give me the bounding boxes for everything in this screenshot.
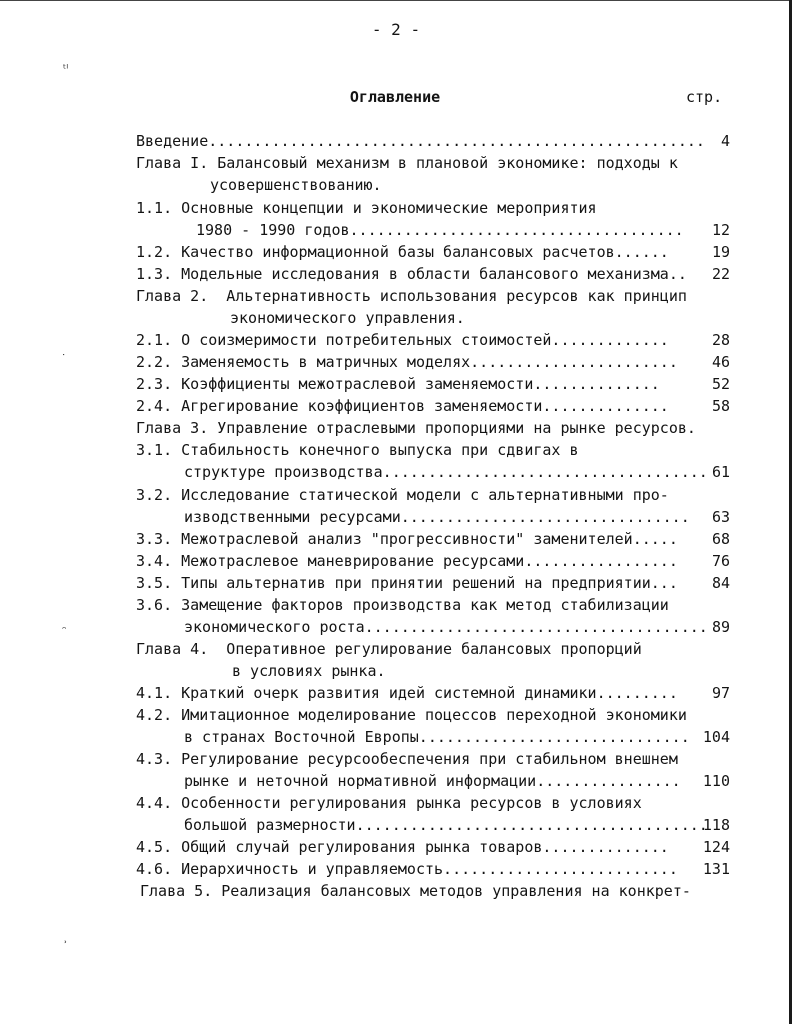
toc-entry-page: 28 — [711, 331, 730, 349]
toc-entry-text: Глава 5. Реализация балансовых методов управления на конкрет- — [140, 882, 691, 900]
toc-entry-text: 3.4. Межотраслевое маневрирование ресурсами................. — [136, 552, 678, 570]
toc-entry-text: 1.3. Модельные исследования в области балансового механизма.. — [136, 265, 687, 283]
toc-entry — [0, 836, 792, 858]
toc-entry-text: в условиях рынка. — [232, 662, 386, 680]
scan-speck-mark: ˒ — [64, 936, 68, 949]
toc-entry-text: экономического управления. — [230, 309, 465, 327]
toc-entry — [0, 770, 792, 792]
toc-entry — [0, 748, 792, 770]
toc-entry — [0, 351, 792, 373]
toc-entry — [0, 461, 792, 483]
toc-entry — [0, 660, 792, 682]
toc-entry-text: 3.5. Типы альтернатив при принятии решений на предприятии... — [136, 574, 678, 592]
toc-entry — [0, 704, 792, 726]
toc-entry-text: изводственными ресурсами................................ — [184, 508, 690, 526]
toc-entry-text: 3.1. Стабильность конечного выпуска при сдвигах в — [136, 441, 579, 459]
toc-entry-page: 4 — [720, 132, 730, 150]
toc-entry-page: 76 — [711, 552, 730, 570]
toc-entry-text: 3.2. Исследование статической модели с альтернативными про- — [136, 486, 669, 504]
toc-entry-text: 2.2. Заменяемость в матричных моделях....................... — [136, 353, 678, 371]
toc-entry-text: 4.2. Имитационное моделирование поцессов переходной экономики — [136, 706, 687, 724]
toc-entry-text: 2.1. О соизмеримости потребительных стоимостей............. — [136, 331, 669, 349]
toc-entry — [0, 858, 792, 880]
toc-entry — [0, 417, 792, 439]
toc-entry-page: 89 — [711, 618, 730, 636]
toc-entry — [0, 219, 792, 241]
toc-entry-text: Глава 3. Управление отраслевыми пропорциями на рынке ресурсов. — [136, 419, 696, 437]
toc-entry-page: 97 — [711, 684, 730, 702]
scan-speck-mark: ᐝ — [62, 352, 65, 365]
toc-entry — [0, 506, 792, 528]
toc-entry — [0, 594, 792, 616]
toc-entry — [0, 395, 792, 417]
scan-speck-mark: ᵗᴵ — [63, 62, 69, 75]
toc-entry — [0, 130, 792, 152]
page-number: - 2 - — [371, 20, 421, 39]
toc-entry — [0, 307, 792, 329]
toc-entry-text: 1.2. Качество информационной базы балансовых расчетов...... — [136, 243, 669, 261]
toc-entry-page: 110 — [702, 772, 730, 790]
scan-speck-mark: ᵔ — [62, 624, 67, 637]
toc-entry-page: 52 — [711, 375, 730, 393]
toc-entry-page: 19 — [711, 243, 730, 261]
scan-top-edge — [0, 0, 792, 1]
toc-entry-page: 131 — [702, 860, 730, 878]
toc-entry-text: 4.1. Краткий очерк развития идей системной динамики......... — [136, 684, 678, 702]
toc-entry — [0, 373, 792, 395]
toc-entry-text: экономического роста...................................... — [184, 618, 708, 636]
toc-entry — [0, 484, 792, 506]
toc-entry-page: 12 — [711, 221, 730, 239]
toc-entry-text: усовершенствованию. — [210, 176, 382, 194]
toc-entry-text: Введение....................................................... — [136, 132, 705, 150]
toc-entry — [0, 329, 792, 351]
toc-entry — [0, 241, 792, 263]
toc-entry-page: 104 — [702, 728, 730, 746]
toc-entry — [0, 174, 792, 196]
toc-entry — [0, 682, 792, 704]
toc-entry — [0, 638, 792, 660]
toc-entry-page: 124 — [702, 838, 730, 856]
toc-entry-text: рынке и неточной нормативной информации................ — [184, 772, 681, 790]
toc-entry-page: 61 — [711, 463, 730, 481]
toc-entry-page: 58 — [711, 397, 730, 415]
toc-entry-text: 4.5. Общий случай регулирования рынка товаров.............. — [136, 838, 669, 856]
toc-entry-text: 3.3. Межотраслевой анализ "прогрессивности" заменителей..... — [136, 530, 678, 548]
toc-entry-text: 3.6. Замещение факторов производства как метод стабилизации — [136, 596, 669, 614]
toc-entry-text: Глава I. Балансовый механизм в плановой экономике: подходы к — [136, 154, 678, 172]
toc-entry-page: 63 — [711, 508, 730, 526]
toc-entry-text: 4.3. Регулирование ресурсообеспечения при стабильном внешнем — [136, 750, 678, 768]
toc-entry-text: 1.1. Основные концепции и экономические мероприятия — [136, 199, 597, 217]
toc-entry-page: 22 — [711, 265, 730, 283]
toc-entry — [0, 197, 792, 219]
toc-entry — [0, 550, 792, 572]
toc-entry-text: в странах Восточной Европы.............................. — [184, 728, 690, 746]
page-column-label: стр. — [686, 88, 723, 106]
toc-entry-text: 4.6. Иерархичность и управляемость.......................... — [136, 860, 678, 878]
toc-entry — [0, 880, 792, 902]
toc-entry-page: 118 — [702, 816, 730, 834]
toc-entry — [0, 616, 792, 638]
toc-entry-text: большой размерности....................................... — [184, 816, 708, 834]
toc-entry — [0, 285, 792, 307]
toc-entry-page: 84 — [711, 574, 730, 592]
toc-entry-text: 2.3. Коэффициенты межотраслевой заменяемости.............. — [136, 375, 660, 393]
toc-entry-page: 68 — [711, 530, 730, 548]
toc-entry — [0, 263, 792, 285]
toc-entry — [0, 439, 792, 461]
toc-entry-text: 1980 - 1990 годов..................................... — [196, 221, 684, 239]
toc-entry — [0, 792, 792, 814]
toc-entry — [0, 726, 792, 748]
toc-entry — [0, 152, 792, 174]
toc-entry-text: структуре производства.................................... — [184, 463, 708, 481]
toc-entry — [0, 528, 792, 550]
toc-entry-page: 46 — [711, 353, 730, 371]
toc-entry-text: Глава 4. Оперативное регулирование балансовых пропорций — [136, 640, 642, 658]
page-title: Оглавление — [349, 88, 441, 106]
toc-entry-text: Глава 2. Альтернативность использования ресурсов как принцип — [136, 287, 687, 305]
toc-entry — [0, 572, 792, 594]
toc-entry — [0, 814, 792, 836]
toc-entry-text: 4.4. Особенности регулирования рынка ресурсов в условиях — [136, 794, 642, 812]
toc-entry-text: 2.4. Агрегирование коэффициентов заменяемости.............. — [136, 397, 669, 415]
